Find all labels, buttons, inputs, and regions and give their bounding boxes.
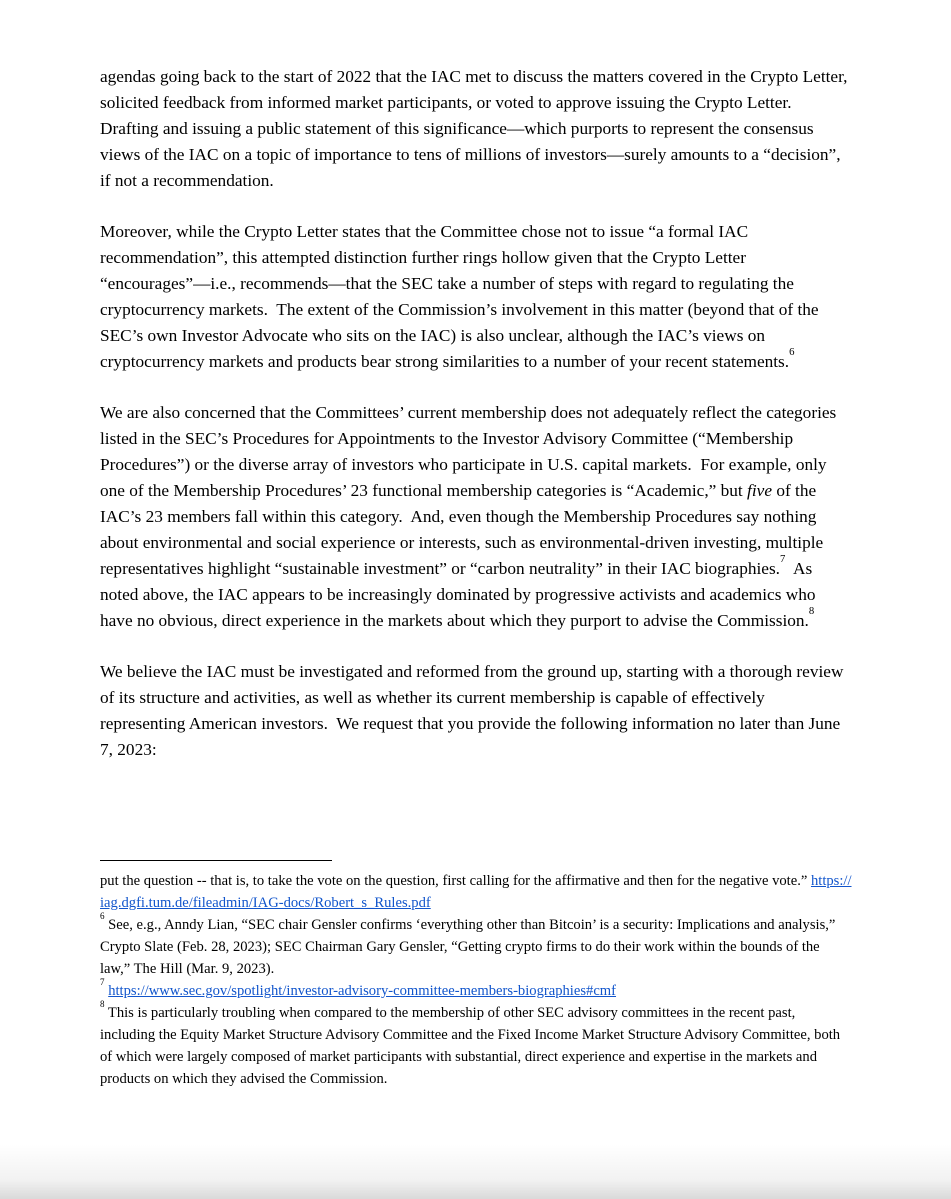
paragraph-3 xyxy=(100,400,850,634)
page-bottom-shadow xyxy=(0,1144,951,1199)
paragraph-4-text: We believe the IAC must be investigated and reformed from the ground up, starting with a thorough review of its structure and activities, as well as whether its current membership is capable of effectively representing American investors. We request that you provide the following information no later than June 7, 2023: xyxy=(100,662,848,759)
footnote-8 xyxy=(100,998,852,1090)
footnote-separator xyxy=(100,860,332,861)
footnotes-section xyxy=(100,860,852,1090)
footnote-8-marker: 8 xyxy=(100,998,105,1009)
paragraph-1-text: agendas going back to the start of 2022 that the IAC met to discuss the matters covered in the Crypto Letter, solicited feedback from informed market participants, or voted to approve issuing the Crypto Letter. Drafting and issuing a public statement of this significance—which purports to represent the consensus views of the IAC on a topic of importance to tens of millions of investors—surely amounts to a “decision”, if not a recommendation. xyxy=(100,67,852,190)
footnote-continuation-text: put the question -- that is, to take the vote on the question, first calling for the affirmative and then for the negative vote.” xyxy=(100,873,811,889)
paragraph-3-italic-five: five xyxy=(747,481,772,500)
footnote-ref-7: 7 xyxy=(780,552,786,565)
paragraph-4 xyxy=(100,659,850,763)
footnote-ref-6: 6 xyxy=(789,345,795,358)
footnote-7 xyxy=(100,976,852,1002)
footnote-ref-8: 8 xyxy=(808,604,815,617)
footnote-6-marker: 6 xyxy=(100,910,105,921)
footnote-link-roberts-rules[interactable]: https://iag.dgfi.tum.de/fileadmin/IAG-docs/Robert_s_Rules.pdf xyxy=(100,873,852,911)
footnote-7-marker: 7 xyxy=(100,976,105,987)
footnote-6-text: See, e.g., Anndy Lian, “SEC chair Gensler confirms ‘everything other than Bitcoin’ is a security: Implications and analysis,” Crypto Slate (Feb. 28, 2023); SEC Chairman Gary Gensler, “Getting crypto firms to do their work within the bounds of the law,” The Hill (Mar. 9, 2023). xyxy=(100,917,840,977)
footnote-8-text: This is particularly troubling when compared to the membership of other SEC advisory committees in the recent past, including the Equity Market Structure Advisory Committee and the Fixed Income Market Structure Advisory Committee, both of which were largely composed of market participants with substantial, direct experience and expertise in the markets and products on which they advised the Commission. xyxy=(100,1005,844,1087)
paragraph-3-text-c: As noted above, the IAC appears to be increasingly dominated by progressive activists and academics who have no obvious, direct experience in the markets about which they purport to advise the Commission. xyxy=(100,559,820,630)
paragraph-3-text-a: We are also concerned that the Committees’ current membership does not adequately reflect the categories listed in the SEC’s Procedures for Appointments to the Investor Advisory Committee (“Membership Procedures”) or the diverse array of investors who participate in U.S. capital markets. For example, only one of the Membership Procedures’ 23 functional membership categories is “Academic,” but xyxy=(100,403,841,500)
letter-body xyxy=(100,64,850,788)
footnote-6 xyxy=(100,910,852,980)
paragraph-2 xyxy=(100,219,850,375)
paragraph-1 xyxy=(100,64,850,194)
footnote-link-sec-biographies[interactable]: https://www.sec.gov/spotlight/investor-advisory-committee-members-biographies#cmf xyxy=(108,983,617,999)
footnote-continuation xyxy=(100,870,852,914)
paragraph-2-text: Moreover, while the Crypto Letter states that the Committee chose not to issue “a formal IAC recommendation”, this attempted distinction further rings hollow given that the Crypto Letter “encourages”—i.e., recommends—that the SEC take a number of steps with regard to regulating the cryptocurrency markets. The extent of the Commission’s involvement in this matter (beyond that of the SEC’s own Investor Advocate who sits on the IAC) is also unclear, although the IAC’s views on cryptocurrency markets and products bear strong similarities to a number of your recent statements. xyxy=(100,222,823,371)
paragraph-3-text-b: of the IAC’s 23 members fall within this category. And, even though the Membership Procedures say nothing about environmental and social experience or interests, such as environmental-driven investing, multiple representatives highlight “sustainable investment” or “carbon neutrality” in their IAC biographies. xyxy=(100,481,828,578)
